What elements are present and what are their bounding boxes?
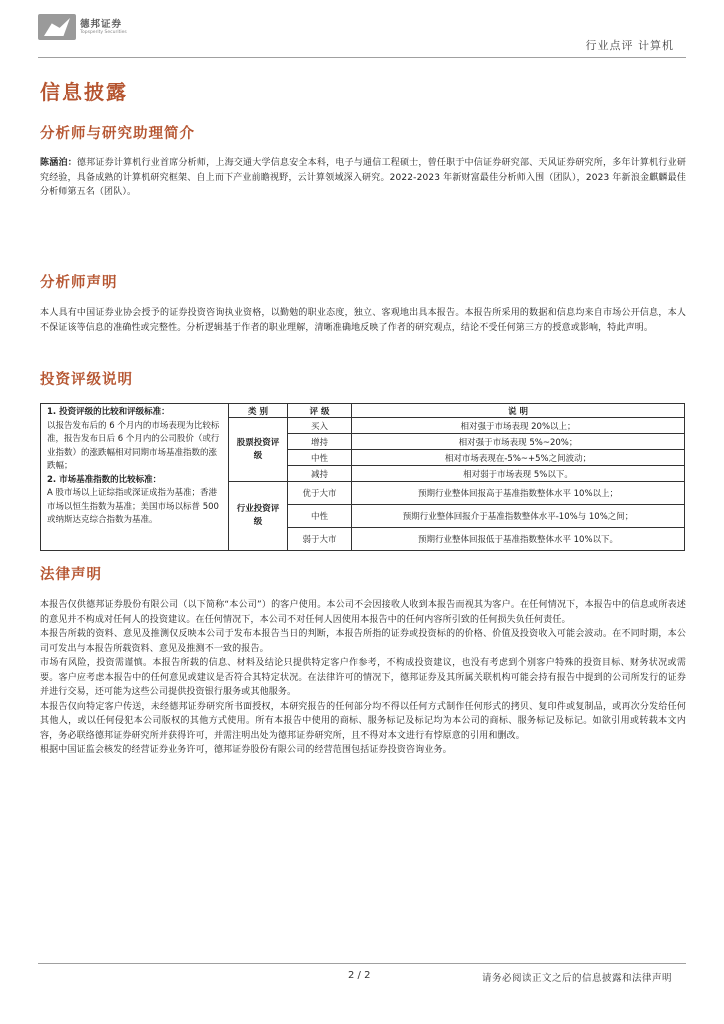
rating-description: 相对弱于市场表现 5%以下。	[352, 466, 685, 482]
legal-paragraph: 市场有风险，投资需谨慎。本报告所载的信息、材料及结论只提供特定客户作参考，不构成投资建议，也没有考虑到个别客户特殊的投资目标、财务状况或需要。客户应考虑本报告中的任何意见或建议是否符合其特定状况。在法律许可的情况下，德邦证券及其所属关联机构可能会持有报告中提到的公司所发行的证券并进行交易，还可能为这些公司提供投资银行服务或其他服务。	[40, 658, 686, 697]
legal-paragraph: 本报告仅供德邦证券股份有限公司（以下简称“本公司”）的客户使用。本公司不会因接收人收到本报告而视其为客户。在任何情况下，本报告中的信息或所表述的意见并不构成对任何人的投资建议。在任何情况下，本公司不对任何人因使用本报告中的任何内容所引致的任何损失负任何责任。	[40, 600, 686, 625]
industry-rating-category: 行业投资评级	[229, 482, 288, 551]
rating-label: 中性	[288, 505, 352, 528]
legal-section-heading: 法律声明	[40, 567, 102, 583]
rating-description: 相对强于市场表现 5%~20%；	[352, 434, 685, 450]
rating-criteria-cell	[41, 404, 229, 551]
column-header-description: 说 明	[352, 404, 685, 418]
analyst-statement-text: 本人具有中国证券业协会授予的证券投资咨询执业资格，以勤勉的职业态度，独立、客观地出具本报告。本报告所采用的数据和信息均来自市场公开信息，本人不保证该等信息的准确性或完整性。分析逻辑基于作者的职业理解，清晰准确地反映了作者的研究观点，结论不受任何第三方的授意或影响，特此声明。	[40, 308, 686, 333]
rating-table	[40, 403, 685, 551]
column-header-rating: 评 级	[288, 404, 352, 418]
analyst-section-heading: 分析师与研究助理简介	[40, 126, 195, 142]
logo-name-cn: 德邦证券	[80, 18, 123, 30]
criteria-text-1: 以报告发布后的 6 个月内的市场表现为比较标准，报告发布日后 6 个月内的公司股价（或行业指数）的涨跌幅相对同期市场基准指数的涨跌幅；	[47, 420, 220, 471]
rating-description: 预期行业整体回报低于基准指数整体水平 10%以下。	[352, 528, 685, 551]
rating-label: 增持	[288, 434, 352, 450]
statement-section-heading: 分析师声明	[40, 275, 118, 291]
legal-paragraph: 本报告所载的资料、意见及推测仅反映本公司于发布本报告当日的判断，本报告所指的证券或投资标的的价格、价值及投资收入可能会波动。在不同时期，本公司可发出与本报告所载资料、意见及推测不一致的报告。	[40, 629, 686, 654]
analyst-bio-text: 德邦证券计算机行业首席分析师，上海交通大学信息安全本科，电子与通信工程硕士，曾任职于中信证券研究部、天风证券研究所，多年计算机行业研究经验，具备成熟的计算机研究框架、自上而下产业前瞻视野，云计算领域深入研究。2022-2023 年新财富最佳分析师入围（团队），2023 年新浪金麒麟最佳分析师第五名（团队）。	[40, 158, 686, 197]
column-header-category: 类 别	[229, 404, 288, 418]
legal-paragraph: 根据中国证监会核发的经营证券业务许可，德邦证券股份有限公司的经营范围包括证券投资咨询业务。	[40, 745, 452, 755]
analyst-bio	[40, 156, 686, 200]
rating-description: 预期行业整体回报高于基准指数整体水平 10%以上；	[352, 482, 685, 505]
rating-description: 相对强于市场表现 20%以上；	[352, 418, 685, 434]
company-logo	[38, 14, 127, 40]
rating-label: 优于大市	[288, 482, 352, 505]
footer-divider	[38, 963, 686, 964]
report-category: 行业点评 计算机	[585, 39, 674, 52]
criteria-title-1: 1. 投资评级的比较和评级标准：	[47, 407, 170, 417]
rating-description: 预期行业整体回报介于基准指数整体水平-10%与 10%之间；	[352, 505, 685, 528]
analyst-name: 陈涵泊：	[40, 158, 77, 168]
header-divider	[38, 57, 686, 58]
rating-label: 减持	[288, 466, 352, 482]
logo-text	[80, 19, 127, 36]
stock-rating-category: 股票投资评级	[229, 418, 288, 482]
rating-label: 中性	[288, 450, 352, 466]
logo-mark-icon	[38, 14, 76, 40]
footer-note: 请务必阅读正文之后的信息披露和法律声明	[481, 973, 672, 984]
criteria-text-2: A 股市场以上证综指或深证成指为基准；香港市场以恒生指数为基准；美国市场以标普 500 或纳斯达克综合指数为基准。	[47, 488, 219, 525]
legal-statement	[40, 598, 686, 758]
page-number: 2 / 2	[348, 970, 371, 981]
page-title: 信息披露	[40, 80, 128, 104]
rating-label: 弱于大市	[288, 528, 352, 551]
rating-section-heading: 投资评级说明	[40, 372, 133, 388]
rating-label: 买入	[288, 418, 352, 434]
rating-description: 相对市场表现在-5%~+5%之间波动；	[352, 450, 685, 466]
criteria-title-2: 2. 市场基准指数的比较标准：	[47, 474, 162, 485]
logo-name-en: Topsperity Securities	[80, 29, 127, 35]
legal-paragraph: 本报告仅向特定客户传送，未经德邦证券研究所书面授权，本研究报告的任何部分均不得以任何方式制作任何形式的拷贝、复印件或复制品，或再次分发给任何其他人，或以任何侵犯本公司版权的其他方式使用。所有本报告中使用的商标、服务标记及标记均为本公司的商标、服务标记及标记。如欲引用或转载本文内容，务必联络德邦证券研究所并获得许可，并需注明出处为德邦证券研究所，且不得对本文进行有悖原意的引用和删改。	[40, 701, 686, 741]
